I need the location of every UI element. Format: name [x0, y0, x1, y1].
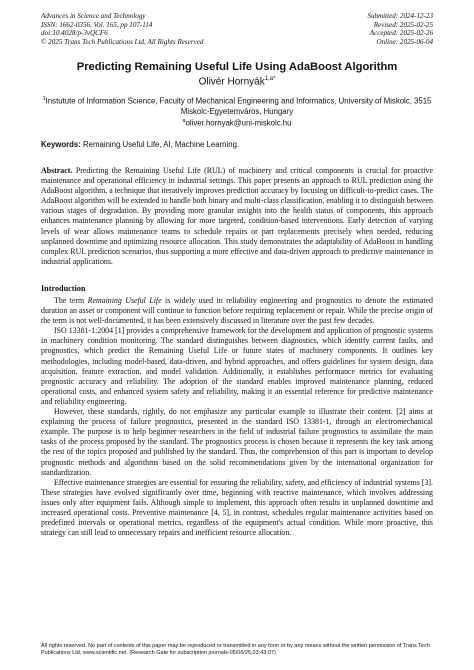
intro-paragraph-3: However, these standards, rightly, do not emphasize any particular example to illustrate their content. [2] aims at explaining the process of failure prognostics, presented in the standard ISO 13381-1, through an electromechanical example. The purpose is to help beginner researchers in the field of industrial failure prognostics to assimilate the main tasks of the process proposed by the standard. The prognostics process is chosen because it represents the key task among the rest of the topics proposed and published by the standard. Thus, the comprehension of this part is important to develop prognostic methods and algorithms based on the solid recommendations given by the international organization for standardization.: [41, 407, 433, 477]
email-line: [20, 118, 454, 128]
journal-issn: ISSN: 1662-0356, Vol. 165, pp 107-114: [41, 20, 153, 29]
submission-dates: [367, 12, 433, 47]
email-sup: a: [182, 118, 186, 124]
affiliation-sup: 1: [42, 96, 46, 102]
affiliation: [40, 94, 434, 117]
accepted-date: Accepted: 2025-02-26: [369, 29, 433, 38]
online-date: Online: 2025-06-04: [376, 38, 433, 47]
intro-p1-rest: is widely used in reliability engineering and prognostics to denote the estimated duration an asset or component will continue to function before requiring replacement or repair. While the precise origin of the term is not well-documented, it has been extensively discussed in literature over the past few decades.: [41, 296, 433, 326]
author-sup: 1,a*: [264, 76, 276, 82]
author-email[interactable]: oliver.hornyak@uni-miskolc.hu: [185, 118, 292, 128]
affiliation-text: Instutute of Information Science, Faculty of Mechanical Engineering and Informatics, University of Miskolc, 3515 Miskolc-Egyetemváros, Hungary: [45, 96, 432, 116]
submitted-date: Submitted: 2024-12-23: [367, 12, 433, 20]
intro-paragraph-2: ISO 13381-1:2004 [1] provides a comprehensive framework for the development and application of prognostic systems in machinery condition monitoring. The standard distinguishes between diagnostics, which identify current faults, and prognostics, which predict the Remaining Useful Life or future states of machinery components. It outlines key methodologies, including model-based, data-driven, and hybrid approaches, and offers guidelines for system design, data acquisition, feature extraction, and model validation. Additionally, it establishes performance metrics for evaluating prognostic accuracy and reliability. The adoption of the standard enables improved maintenance planning, reduced operational costs, and enhanced system safety and reliability, making it an essential reference for predictive maintenance and reliability engineering.: [41, 326, 433, 406]
journal-name: Advances in Science and Technology: [41, 12, 146, 20]
keywords-text: Remaining Useful Life, AI, Machine Learning.: [83, 140, 240, 149]
intro-p1-term: Remaining Useful Life: [87, 296, 162, 305]
journal-doi: doi:10.4028/p-3vQCF6: [41, 29, 108, 38]
author-name: Olivér Hornyák: [198, 76, 265, 88]
abstract-label: Abstract.: [41, 166, 73, 175]
intro-paragraph-4: Effective maintenance strategies are essential for ensuring the reliability, safety, and efficiency of industrial systems [3]. These strategies have evolved significantly over time, beginning with reactive maintenance, which involves addressing issues only after equipment fails. Although simple to implement, this approach often results in unplanned downtime and increased operational costs. Preventive maintenance [4, 5], in contrast, schedules regular maintenance activities based on predefined intervals or operational metrics, regardless of the equipment's actual condition. While more proactive, this strategy can still lead to unnecessary repairs and inefficient resource allocation.: [41, 477, 433, 538]
abstract-text: Predicting the Remaining Useful Life (RUL) of machinery and critical components is crucial for proactive maintenance and operational efficiency in industrial settings. This paper presents an approach to RUL prediction using the AdaBoost algorithm, a technique that iteratively improves prediction accuracy by focusing on difficult-to-predict cases. The AdaBoost algorithm will be extended to handle both binary and multi-class classification, enabling it to distinguish between various stages of degradation. By providing more granular insights into the health status of components, this approach enhances maintenance planning by allowing for more targeted, condition-based interventions. Early detection of varying levels of wear allows maintenance teams to schedule repairs or part replacements precisely when needed, reducing unplanned downtime and optimizing resource allocation. This study demonstrates the adaptability of AdaBoost in handling complex RUL prediction scenarios, thus supporting a more effective and data-driven approach to predictive maintenance in industrial applications.: [41, 166, 433, 266]
revised-date: Revised: 2025-02-25: [373, 20, 433, 29]
paper-title: Predicting Remaining Useful Life Using AdaBoost Algorithm: [76, 61, 398, 73]
journal-copyright: © 2025 Trans Tech Publications Ltd, All Rights Reserved: [41, 38, 204, 47]
copyright-footer: All rights reserved. No part of contents of this paper may be reproduced or transmitted in any form or by any means without the written permission of Trans Tech Publications Ltd, www.scientific.net. (Research Gate for subscription journals-05/06/25,03:43:07): [41, 643, 430, 656]
keywords: [41, 140, 433, 149]
intro-paragraph-1: [41, 296, 433, 326]
introduction-body: [41, 296, 433, 538]
keywords-label: Keywords:: [41, 140, 81, 149]
journal-info: [41, 12, 203, 47]
abstract: [41, 166, 433, 267]
introduction-heading: Introduction: [41, 284, 86, 293]
intro-p1-prefix: The term: [54, 296, 88, 305]
author-line: [20, 76, 454, 87]
